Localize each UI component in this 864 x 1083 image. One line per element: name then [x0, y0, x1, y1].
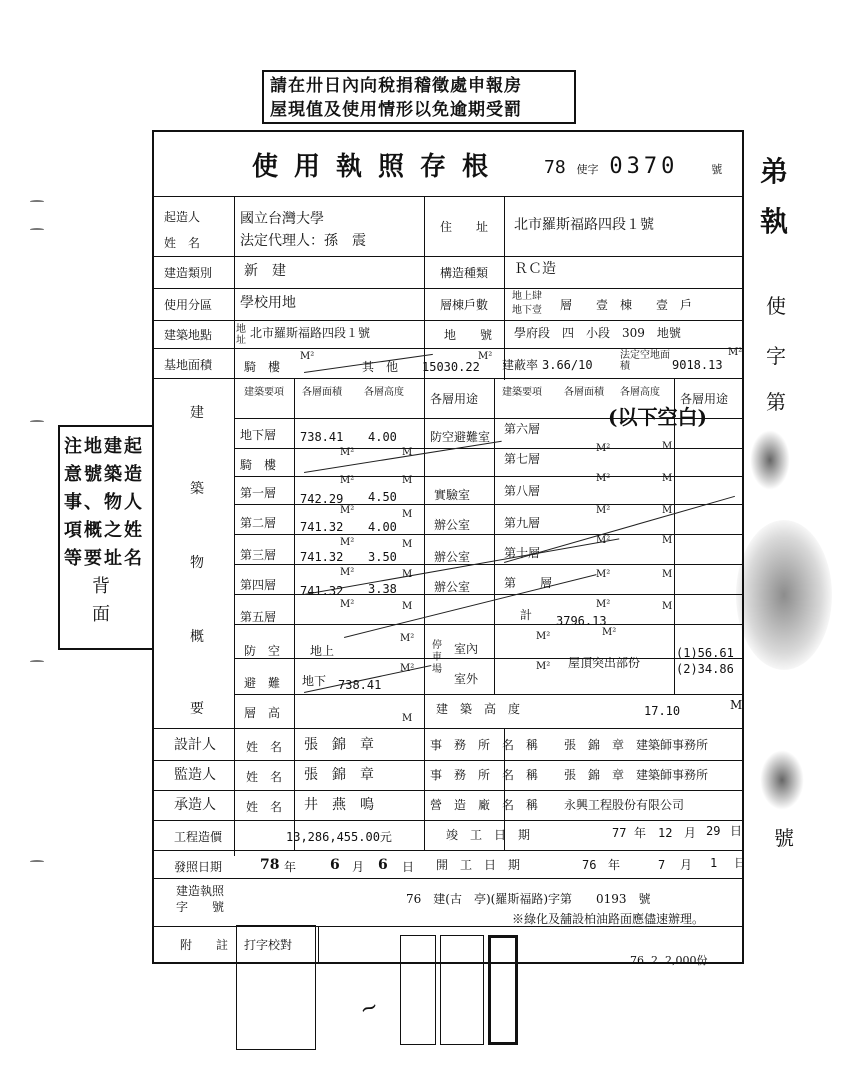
area-unit: M² [596, 569, 611, 580]
floor-height: 4.00 [368, 430, 397, 444]
floor-area: 741.32 [300, 520, 344, 534]
applicant-address: 北市羅斯福路四段１號 [514, 217, 654, 233]
side-label: 要 [190, 701, 204, 717]
roof-area-1: (1)56.61 [676, 646, 734, 660]
notice-line-2: 屋現值及使用情形以免逾期受罰 [270, 100, 522, 120]
completion-day: 29 [706, 824, 721, 838]
lot-number: 學府段 四 小段 309 地號 [514, 326, 681, 340]
height-unit: M [662, 535, 673, 546]
floor-area: 738.41 [300, 430, 344, 444]
indoor-label: 室內 [454, 642, 479, 656]
form-title: 使用執照存根 [252, 152, 505, 182]
permit-number [544, 154, 722, 179]
height-unit: M [662, 505, 673, 516]
floor-name: 第二層 [240, 516, 277, 530]
cost-label: 工程造價 [174, 830, 223, 844]
height-unit: M [662, 601, 673, 612]
site-addr-tag: 地址 [236, 324, 246, 346]
permit-year: 78 [544, 157, 566, 178]
area-unit: M² [340, 599, 355, 610]
build-type-label: 建造類別 [164, 266, 213, 280]
building-height-unit: M [730, 698, 743, 712]
side-label: 物 [190, 555, 204, 571]
height-unit: M [402, 475, 413, 486]
area-unit: M² [596, 535, 611, 546]
completion-year: 77 [612, 826, 627, 840]
area-unit: M² [596, 443, 611, 454]
applicant-name: 國立台灣大學 [240, 211, 324, 227]
margin-char: 字 [766, 344, 786, 368]
month-char: 月 [680, 858, 693, 872]
area-unit: M² [400, 663, 415, 674]
floor-name: 地下層 [240, 428, 277, 442]
height-unit: M [402, 569, 413, 580]
build-permit-label-2: 字 號 [176, 900, 225, 914]
site-address: 北市羅斯福路四段１號 [250, 326, 371, 340]
signature-stamp [440, 935, 484, 1045]
side-note-face: 面 [92, 604, 112, 625]
floor-area: 741.32 [300, 550, 344, 564]
start-day: 1 [710, 856, 718, 870]
permit-stub-form [152, 130, 747, 964]
parking-label: 停車場 [432, 640, 442, 675]
side-note-line: 注地建起 [64, 436, 144, 457]
designer-name-label: 姓 名 [246, 740, 283, 754]
supervisor-office-label: 事 務 所 名 稱 [430, 768, 539, 782]
area-unit: M² [728, 347, 743, 358]
lot-label: 地 號 [444, 328, 493, 342]
punch-hole [30, 228, 44, 231]
floor-use: 實驗室 [434, 488, 471, 502]
side-note-box [58, 425, 154, 650]
notice-line-1: 請在卅日內向稅捐稽徵處申報房 [270, 76, 522, 96]
structure-label: 構造種類 [440, 266, 489, 280]
floor-name: 第六層 [504, 422, 541, 436]
contractor-name: 井 燕 鳴 [304, 797, 374, 813]
side-note-line: 意號築造 [64, 464, 144, 485]
height-unit: M [402, 713, 413, 724]
area-unit: M² [400, 633, 415, 644]
height-unit: M [402, 601, 413, 612]
side-note-line: 事、物人 [64, 492, 144, 513]
zoning: 學校用地 [240, 295, 296, 311]
tax-notice-stamp [262, 70, 576, 124]
designer-office-label: 事 務 所 名 稱 [430, 738, 539, 752]
punch-hole [30, 860, 44, 863]
area-unit: M² [340, 537, 355, 548]
floor-name: 第四層 [240, 578, 277, 592]
address-label: 住 址 [440, 220, 489, 234]
day-char: 日 [402, 860, 415, 874]
shelter-below: 地下 [302, 674, 327, 688]
contractor-company-label: 營 造 廠 名 稱 [430, 798, 539, 812]
roof-label: 屋頂突出部份 [568, 656, 641, 670]
floor-name: 第三層 [240, 548, 277, 562]
floor-height: 3.38 [368, 582, 397, 596]
completion-date-label: 竣 工 日 期 [446, 828, 531, 842]
floors-count: 層 壹 棟 壹 戶 [560, 298, 693, 312]
floor-name: 第七層 [504, 452, 541, 466]
total-area: 3796.13 [556, 614, 607, 628]
punch-hole [30, 660, 44, 663]
issue-date-label: 發照日期 [174, 860, 223, 874]
year-char: 年 [634, 826, 647, 840]
issue-day: 6 [378, 857, 388, 873]
seal-stamp [488, 935, 518, 1045]
day-char: 日 [734, 856, 747, 870]
punch-hole [30, 420, 44, 423]
floor-height: 3.50 [368, 550, 397, 564]
seal-smudge [760, 750, 804, 810]
floor-name: 第八層 [504, 484, 541, 498]
applicant-label: 起造人 [164, 210, 201, 224]
side-note-line: 項概之姓 [64, 520, 144, 541]
height-unit: M [402, 539, 413, 550]
floor-area: 742.29 [300, 492, 344, 506]
floor-name: 第十層 [504, 546, 541, 560]
floor-use: 辦公室 [434, 518, 471, 532]
floor-header-area: 各層面積 [564, 387, 604, 398]
site-label: 建築地點 [164, 328, 213, 342]
margin-char: 第 [766, 390, 786, 414]
open-space-area: 9018.13 [672, 358, 723, 372]
area-unit: M² [340, 505, 355, 516]
zoning-label: 使用分區 [164, 298, 213, 312]
handwriting-mark: ~ [356, 993, 383, 1024]
structure-type: ＲＣ造 [514, 261, 556, 277]
coverage-ratio: 3.66/10 [542, 358, 593, 372]
building-height: 17.10 [644, 704, 681, 718]
shelter-below-area: 738.41 [338, 678, 382, 692]
shelter-above: 地上 [310, 644, 335, 658]
build-type: 新 建 [244, 263, 286, 279]
floor-header-height: 各層高度 [364, 387, 404, 398]
floor-header-area: 各層面積 [302, 387, 342, 398]
review-stamp [236, 925, 316, 1050]
designer-label: 設計人 [174, 737, 216, 753]
issue-month: 6 [330, 857, 340, 873]
contractor-label: 承造人 [174, 797, 216, 813]
floor-name: 騎 樓 [240, 458, 277, 472]
permit-suffix: 號 [711, 163, 723, 176]
supervisor-label: 監造人 [174, 767, 216, 783]
floor-height: 4.50 [368, 490, 397, 504]
side-label: 概 [190, 629, 204, 645]
outdoor-label: 室外 [454, 672, 479, 686]
floor-header-use: 各層用途 [430, 392, 479, 406]
contractor-name-label: 姓 名 [246, 800, 283, 814]
height-unit: M [402, 447, 413, 458]
applicant-name-label: 姓 名 [164, 236, 201, 250]
month-char: 月 [684, 826, 697, 840]
remark-label: 附 註 [180, 938, 229, 952]
blank-note: (以下空白) [608, 405, 707, 429]
floor-height-label: 層 高 [244, 706, 281, 720]
edition-note: 76. 2. 2,000份 [630, 954, 708, 967]
floor-name: 第一層 [240, 486, 277, 500]
contractor-company: 永興工程股份有限公司 [564, 798, 685, 812]
seal-smudge [750, 430, 790, 490]
floor-name: 第九層 [504, 516, 541, 530]
margin-char: 使 [766, 294, 786, 318]
margin-char: 弟 [760, 155, 789, 188]
site-area-label: 基地面積 [164, 358, 213, 372]
floors-below: 地下壹 [512, 305, 542, 316]
floor-header-height: 各層高度 [620, 387, 660, 398]
floor-header-use: 各層用途 [680, 392, 729, 406]
area-unit: M² [536, 631, 551, 642]
side-note-line: 等要址名 [64, 548, 144, 569]
total-label: 計 [520, 608, 533, 622]
floor-use: 辦公室 [434, 550, 471, 564]
start-year: 76 [582, 858, 597, 872]
floor-area: 741.32 [300, 584, 344, 598]
height-unit: M [662, 569, 673, 580]
evac-label: 避 難 [244, 676, 281, 690]
coverage-label: 建蔽率 [502, 358, 539, 372]
build-permit-number: 76 建(古 亭)(羅斯福路)字第 0193 號 [406, 892, 651, 906]
issue-year: 78 [260, 857, 280, 873]
building-height-label: 建 築 高 度 [436, 702, 521, 716]
area-unit: M² [596, 599, 611, 610]
supervisor-office: 張 錦 章 建築師事務所 [564, 768, 709, 782]
floor-height: 4.00 [368, 520, 397, 534]
permit-serial: 0370 [609, 154, 679, 179]
year-char: 年 [284, 860, 297, 874]
floor-header-items: 建築要項 [502, 387, 542, 398]
designer-office: 張 錦 章 建築師事務所 [564, 738, 709, 752]
area-unit: M² [602, 627, 617, 638]
typing-check-label: 打字校對 [244, 938, 293, 952]
right-margin-seal [756, 150, 856, 850]
area-unit: M² [478, 351, 493, 362]
area-unit: M² [300, 351, 315, 362]
height-unit: M [662, 441, 673, 452]
roof-area-2: (2)34.86 [676, 662, 734, 676]
floor-name: 第五層 [240, 610, 277, 624]
remark-note: ※綠化及舖設柏油路面應儘速辦理。 [512, 912, 705, 926]
margin-char: 執 [760, 205, 789, 238]
height-unit: M [662, 473, 673, 484]
start-month: 7 [658, 858, 666, 872]
area-unit: M² [536, 661, 551, 672]
start-date-label: 開 工 日 期 [436, 858, 521, 872]
floors-above: 地上肆 [512, 291, 542, 302]
height-unit: M [402, 509, 413, 520]
floor-name: 第 層 [504, 576, 553, 590]
build-permit-label: 建造執照 [176, 884, 225, 898]
designer-name: 張 錦 章 [304, 737, 374, 753]
seal-smudge [736, 520, 832, 670]
day-char: 日 [730, 824, 743, 838]
supervisor-name-label: 姓 名 [246, 770, 283, 784]
floors-label: 層棟戶數 [440, 298, 489, 312]
shelter-label: 防 空 [244, 644, 281, 658]
floor-use: 辦公室 [434, 580, 471, 594]
applicant-agent: 法定代理人：孫 震 [240, 233, 366, 249]
floor-header-items: 建築要項 [244, 387, 284, 398]
completion-month: 12 [658, 826, 673, 840]
margin-char: 號 [774, 826, 794, 850]
punch-hole [30, 200, 44, 203]
floor-use: 防空避難室 [430, 430, 491, 444]
side-note-back: 背 [92, 576, 112, 597]
month-char: 月 [352, 860, 365, 874]
supervisor-name: 張 錦 章 [304, 767, 374, 783]
construction-cost: 13,286,455.00元 [286, 830, 392, 844]
side-label: 築 [190, 481, 204, 497]
site-area-total: 15030.22 [422, 360, 480, 374]
area-unit: M² [596, 473, 611, 484]
other-label: 其 他 [362, 360, 399, 374]
area-unit: M² [596, 505, 611, 516]
signature-stamp [400, 935, 436, 1045]
arcade-label: 騎 樓 [244, 360, 281, 374]
open-space-label: 法定空地面積 [620, 350, 670, 372]
area-unit: M² [340, 475, 355, 486]
year-char: 年 [608, 858, 621, 872]
side-label: 建 [190, 405, 204, 421]
permit-prefix: 使字 [576, 163, 599, 176]
area-unit: M² [340, 447, 355, 458]
area-unit: M² [340, 567, 355, 578]
